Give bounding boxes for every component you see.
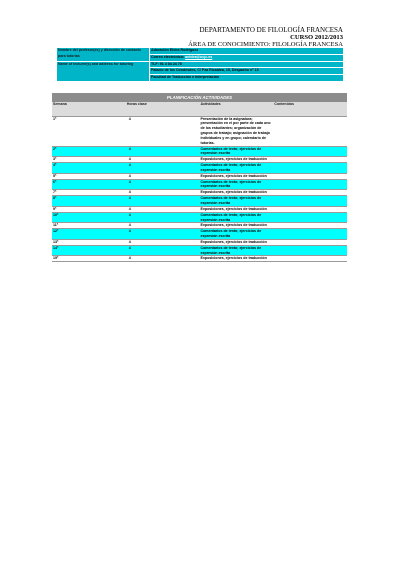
professor-name: Adoración Elvira Rodríguez <box>150 48 344 55</box>
activity-cell: Presentación de la asignatura; presentación en el por parte de cada uno de los estudiantes; organización de grupos de trabajo; asignación de trabajo individuales y en grupo; calendario de tutorías. <box>200 116 274 146</box>
activity-cell: Exposiciones, ejercicios de traducción <box>200 223 274 229</box>
office-address: Palacio de los Condesdes, C/ Pza Ricaldea, 15, Despacho nº 15 <box>150 68 344 75</box>
professor-info-table <box>56 47 344 82</box>
faculty: Facultad de Traducción e Interpretación <box>150 75 344 82</box>
col-header-week: Semana <box>52 102 126 116</box>
content-cell <box>273 146 347 157</box>
hours-cell: 4 <box>126 223 200 229</box>
activity-cell: Exposiciones, ejercicios de traducción <box>200 206 274 212</box>
week-cell: 6ª <box>52 179 126 190</box>
col-header-contents: Contenidos <box>273 102 347 116</box>
table-row <box>52 212 347 223</box>
activity-cell: Comentarios de texto; ejercicios de expresión escrita <box>200 163 274 174</box>
week-cell: 15ª <box>52 256 126 262</box>
content-cell <box>273 212 347 223</box>
hours-cell: 4 <box>126 256 200 262</box>
activity-cell: Comentarios de texto; ejercicios de expresión escrita <box>200 179 274 190</box>
hours-cell: 4 <box>126 163 200 174</box>
email-prefix: Correo electrónico: <box>151 54 186 59</box>
table-row <box>52 146 347 157</box>
table-row <box>52 256 347 262</box>
content-cell <box>273 179 347 190</box>
week-cell: 11ª <box>52 223 126 229</box>
week-cell: 10ª <box>52 212 126 223</box>
activity-cell: Exposiciones, ejercicios de traducción <box>200 239 274 245</box>
activity-cell: Comentarios de texto; ejercicios de expresión escrita <box>200 196 274 207</box>
activities-title: PLANIFICACIÓN ACTIVIDADES <box>52 93 347 102</box>
hours-cell: 4 <box>126 179 200 190</box>
table-row <box>52 163 347 174</box>
hours-cell: 4 <box>126 190 200 196</box>
content-cell <box>273 196 347 207</box>
activity-cell: Comentarios de texto; ejercicios de expresión escrita <box>200 245 274 256</box>
email-cell <box>150 54 344 61</box>
professor-label: Nombre del profesor(es) y dirección de contacto para tutorías <box>57 48 150 62</box>
week-cell: 8ª <box>52 196 126 207</box>
content-cell <box>273 116 347 146</box>
content-cell <box>273 229 347 240</box>
table-row <box>52 245 347 256</box>
week-cell: 9ª <box>52 206 126 212</box>
activity-cell: Comentarios de texto; ejercicios de expresión escrita <box>200 212 274 223</box>
table-row <box>52 196 347 207</box>
hours-cell: 4 <box>126 157 200 163</box>
hours-cell: 4 <box>126 239 200 245</box>
table-row <box>52 179 347 190</box>
activity-cell: Comentarios de texto; ejercicios de expresión escrita <box>200 229 274 240</box>
week-cell: 13ª <box>52 239 126 245</box>
week-cell: 1ª <box>52 116 126 146</box>
name-label: Name of lecturer(s) and address for tutoring <box>57 61 150 81</box>
course-year: CURSO 2012/2013 <box>290 34 343 41</box>
activity-cell: Exposiciones, ejercicios de traducción <box>200 190 274 196</box>
week-cell: 4ª <box>52 163 126 174</box>
week-cell: 5ª <box>52 173 126 179</box>
hours-cell: 4 <box>126 212 200 223</box>
col-header-activities: Actividades <box>200 102 274 116</box>
content-cell <box>273 163 347 174</box>
content-cell <box>273 245 347 256</box>
email-link[interactable]: aelvira@ucjc.es <box>185 54 213 59</box>
table-row <box>52 116 347 146</box>
col-header-hours: Horas clase <box>126 102 200 116</box>
phone: TLF: 91 4 04 24 78 <box>150 61 344 68</box>
hours-cell: 4 <box>126 173 200 179</box>
department-title: DEPARTAMENTO DE FILOLOGÍA FRANCESA <box>199 26 343 34</box>
knowledge-area: ÁREA DE CONOCIMIENTO: FILOLOGÍA FRANCESA <box>188 41 343 48</box>
activities-body <box>52 116 347 262</box>
hours-cell: 4 <box>126 229 200 240</box>
hours-cell: 4 <box>126 206 200 212</box>
content-cell <box>273 256 347 262</box>
activity-cell: Exposiciones, ejercicios de traducción <box>200 173 274 179</box>
hours-cell: 4 <box>126 196 200 207</box>
hours-cell: 4 <box>126 116 200 146</box>
week-cell: 3ª <box>52 157 126 163</box>
activities-table <box>52 93 347 262</box>
week-cell: 14ª <box>52 245 126 256</box>
hours-cell: 4 <box>126 245 200 256</box>
activity-cell: Comentarios de texto; ejercicios de expresión escrita <box>200 146 274 157</box>
week-cell: 12ª <box>52 229 126 240</box>
table-row <box>52 229 347 240</box>
week-cell: 7ª <box>52 190 126 196</box>
hours-cell: 4 <box>126 146 200 157</box>
activity-cell: Exposiciones, ejercicios de traducción <box>200 157 274 163</box>
activity-cell: Exposiciones, ejercicios de traducción <box>200 256 274 262</box>
week-cell: 2ª <box>52 146 126 157</box>
